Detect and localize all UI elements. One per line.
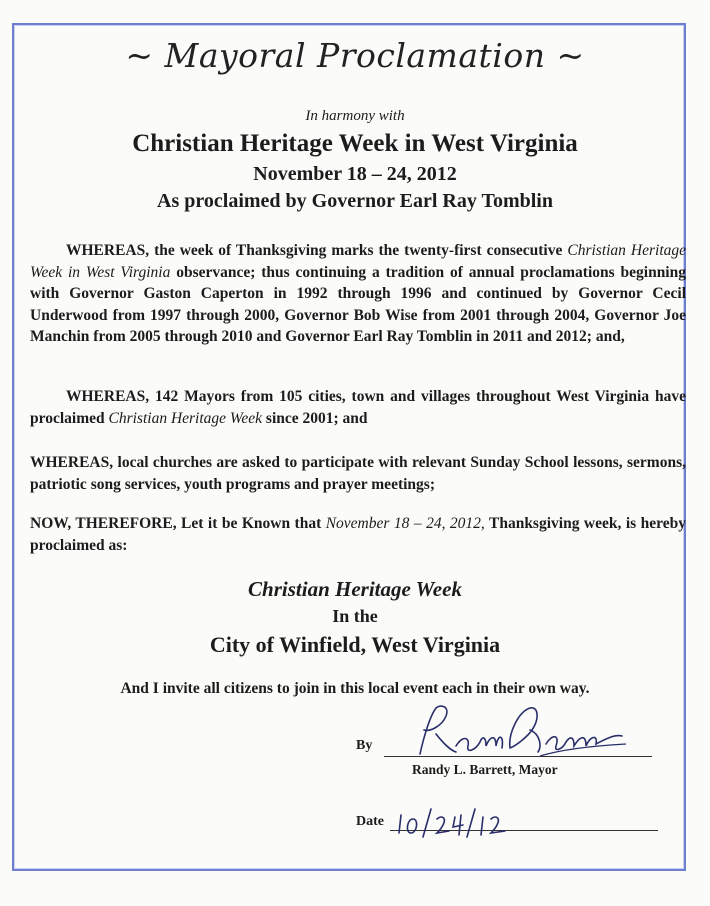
heading-dates: November 18 – 24, 2012: [253, 163, 457, 185]
signer-name: Randy L. Barrett, Mayor: [412, 762, 558, 777]
therefore-paragraph: NOW, THEREFORE, Let it be Known that November 18 – 24, 2012, Thanksgiving week, is hereby proclaimed as:: [30, 515, 687, 554]
proclaimed-event: Christian Heritage Week: [248, 577, 462, 601]
date-label: Date: [356, 814, 384, 829]
invitation-line: And I invite all citizens to join in this local event each in their own way.: [120, 680, 590, 697]
heading-governor: As proclaimed by Governor Earl Ray Tomblin: [157, 190, 553, 212]
document-title: ~ Mayoral Proclamation ~: [125, 36, 585, 75]
proclaimed-city: City of Winfield, West Virginia: [209, 632, 501, 657]
handwritten-signature: [390, 700, 630, 770]
handwritten-date: [395, 805, 525, 841]
whereas-paragraph-1: WHEREAS, the week of Thanksgiving marks the twenty-first consecutive Christian Heritage Week in West Virginia observance; thus continuing a tradition of annual proclamations beginning with Governor Gaston Caperton in 1992 through 1996 and continued by Governor Cecil Underwood from 1997 through 2000, Governor Bob Wise from 2001 through 2004, Governor Joe Manchin from 2005 through 2010 and Governor Earl Ray Tomblin in 2011 and 2012; and,: [30, 242, 687, 345]
whereas-paragraph-3: WHEREAS, local churches are asked to participate with relevant Sunday School lessons, sermons, patriotic song services, youth programs and prayer meetings;: [30, 454, 686, 493]
by-label: By: [356, 738, 373, 753]
harmony-line: In harmony with: [305, 108, 405, 124]
whereas-paragraph-2: WHEREAS, 142 Mayors from 105 cities, town and villages throughout West Virginia have proclaimed Christian Heritage Week since 2001; and: [30, 388, 686, 427]
heading-event: Christian Heritage Week in West Virginia: [132, 130, 578, 157]
proclaimed-in-the: In the: [332, 606, 378, 626]
